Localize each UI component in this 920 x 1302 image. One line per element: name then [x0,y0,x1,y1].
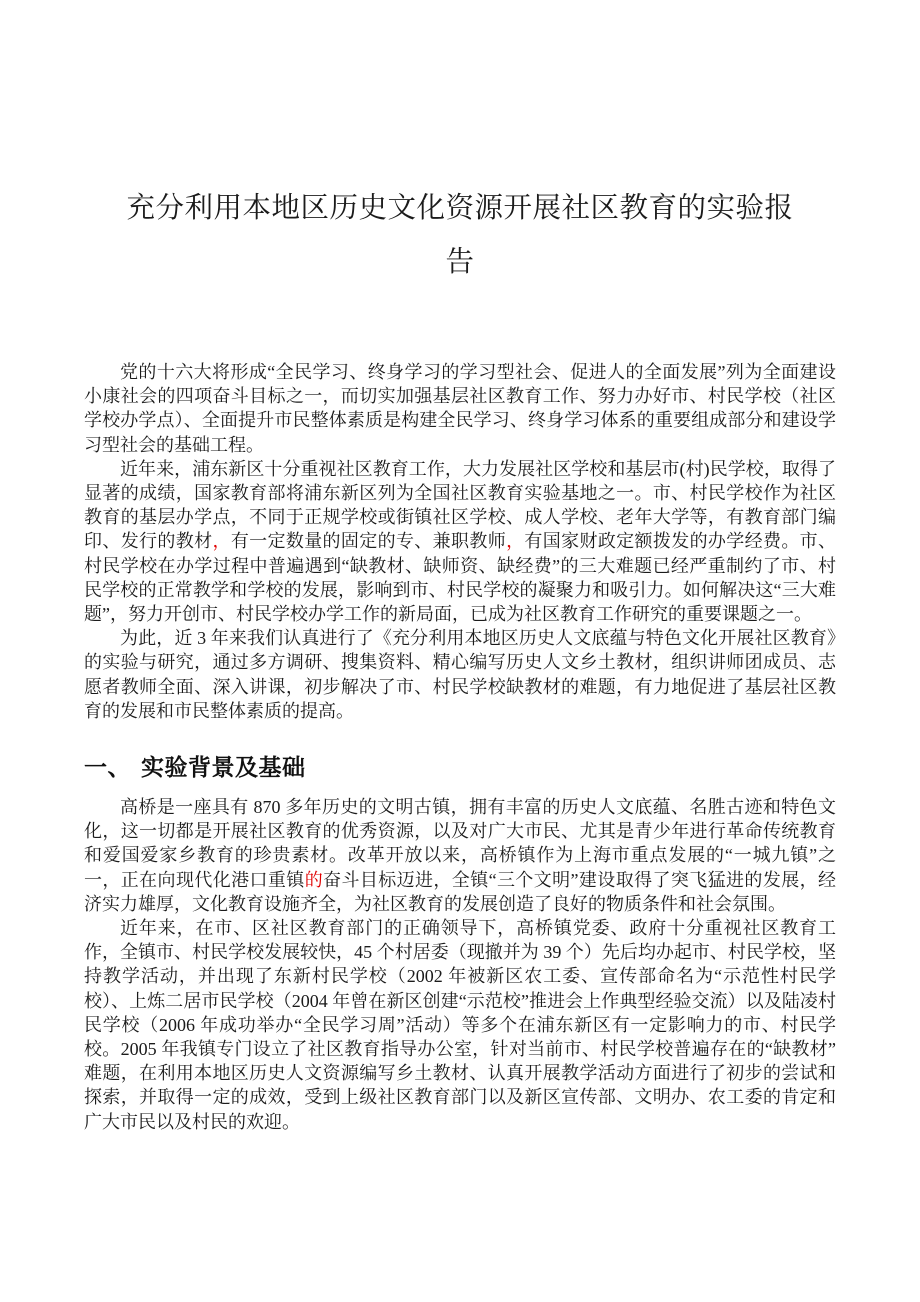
paragraph [84,795,836,916]
document-title-line1: 充分利用本地区历史文化资源开展社区教育的实验报 [126,193,794,224]
paragraph [84,457,836,626]
document-body [84,360,836,1134]
red-text-run: ， [506,531,525,552]
document-title [84,182,836,290]
text-run: 有一定数量的固定的专、兼职教师 [230,531,507,552]
document-content [0,182,920,1134]
paragraph [84,360,836,457]
red-text-run: ， [212,531,231,552]
red-text-run: 的 [304,869,324,890]
section-heading-number: 一、 [84,754,131,781]
text-run: 近年来，在市、区社区教育部门的正确领导下，高桥镇党委、政府十分重视社区教育工作，全镇市、村民学校发展较快，45 个村居委（现撤并为 39 个）先后均办起市、村民学校，坚持教学活动，并出现了东新村民学校（2002 年被新区农工委、宣传部命名为“示范性村民学校）、上炼二居市民学校（2004 年曾在新区创建“示范校”推进会上作典型经验交流）以及陆凌村民学校（2006 年成功举办“全民学习周”活动）等多个在浦东新区有一定影响力的市、村民学校。2005 年我镇专门设立了社区教育指导办公室，针对当前市、村民学校普遍存在的“缺教材”难题，在利用本地区历史人文资源编写乡土教材、认真开展教学活动方面进行了初步的尝试和探索，并取得一定的成效，受到上级社区教育部门以及新区宣传部、文明办、农工委的肯定和广大市民以及村民的欢迎。 [84,918,836,1132]
intro-paragraphs [84,360,836,723]
text-run: 有国家财政定额拨发的办学经费。市、村民学校在办学过程中普遍遇到“缺教材、缺师资、缺经费”的三大难题已经严重制约了市、村民学校的正常教学和学校的发展，影响到市、村民学校的凝聚力和吸引力。如何解决这“三大难题”，努力开创市、村民学校办学工作的新局面，已成为社区教育工作研究的重要课题之一。 [84,531,837,625]
paragraph [84,916,836,1134]
text-run: 高桥是一座具有 870 多年历史的文明古镇，拥有丰富的历史人文底蕴、名胜古迹和特色文化，这一切都是开展社区教育的优秀资源，以及对广大市民、尤其是青少年进行革命传统教育和爱国爱家乡教育的珍贵素材。改革开放以来，高桥镇作为上海市重点发展的“一城九镇”之一，正在向现代化港口重镇 [84,797,836,890]
paragraph [84,626,836,723]
section-heading-text: 实验背景及基础 [141,754,306,781]
section-heading [84,749,836,782]
text-run: 为此，近 3 年来我们认真进行了《充分利用本地区历史人文底蕴与特色文化开展社区教育》的实验与研究，通过多方调研、搜集资料、精心编写历史人文乡土教材，组织讲师团成员、志愿者教师全面、深入讲课，初步解决了市、村民学校缺教材的难题，有力地促进了基层社区教育的发展和市民整体素质的提高。 [84,628,836,721]
document-title-line2: 告 [445,247,475,278]
text-run: 近年来，浦东新区十分重视社区教育工作，大力发展社区学校和基层市(村)民学校，取得了显著的成绩，国家教育部将浦东新区列为全国社区教育实验基地之一。市、村民学校作为社区教育的基层办学点，不同于正规学校或街镇社区学校、成人学校、老年大学等，有教育部门编印、发行的教材 [84,458,836,552]
text-run: 奋斗目标迈进，全镇“三个文明”建设取得了突飞猛进的发展，经济实力雄厚，文化教育设施齐全，为社区教育的发展创造了良好的物质条件和社会氛围。 [84,869,836,914]
section1-paragraphs [84,795,836,1134]
text-run: 党的十六大将形成“全民学习、终身学习的学习型社会、促进人的全面发展”列为全面建设小康社会的四项奋斗目标之一，而切实加强基层社区教育工作、努力办好市、村民学校（社区学校办学点）、全面提升市民整体素质是构建全民学习、终身学习体系的重要组成部分和建设学习型社会的基础工程。 [84,362,836,455]
